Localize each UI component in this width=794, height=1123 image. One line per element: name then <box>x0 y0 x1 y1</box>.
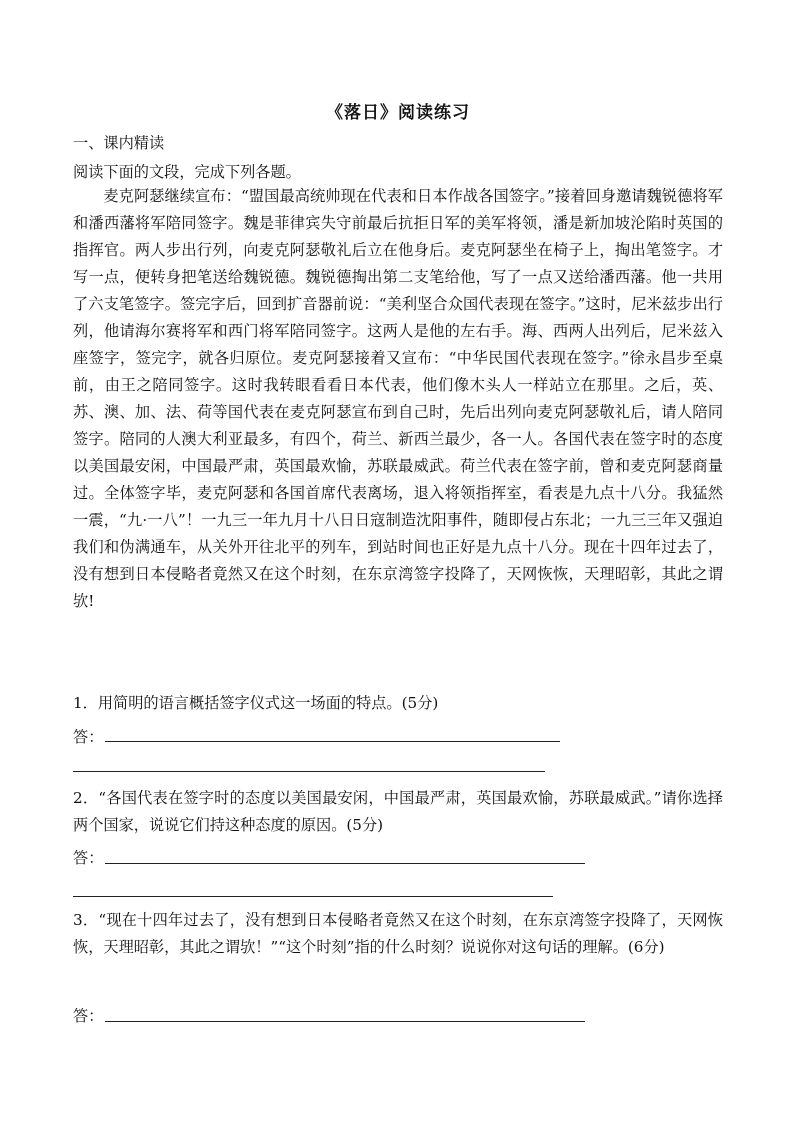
answer-label-3: 答： <box>73 1007 104 1025</box>
answer-line-3a[interactable] <box>105 1021 585 1022</box>
question-1: 1．用简明的语言概括签字仪式这一场面的特点。(5分) <box>73 694 439 712</box>
answer-label-2: 答： <box>73 849 104 867</box>
question-3: 3．“现在十四年过去了，没有想到日本侵略者竟然又在这个时刻，在东京湾签字投降了，天网恢恢，天理昭彰，其此之谓欤！”“这个时刻”指的什么时刻？说说你对这句话的理解。(6分) <box>73 911 723 956</box>
answer-line-1a[interactable] <box>105 741 560 742</box>
document-title: 《落日》阅读练习 <box>326 103 470 123</box>
question-2: 2．“各国代表在签字时的态度以美国最安闲，中国最严肃，英国最欢愉，苏联最威武。”请你选择两个国家，说说它们持这种态度的原因。(5分) <box>73 789 723 834</box>
instruction-text: 阅读下面的文段，完成下列各题。 <box>73 163 301 181</box>
reading-passage: 麦克阿瑟继续宣布：“盟国最高统帅现在代表和日本作战各国签字。”接着回身邀请魏锐德将军和潘西藩将军陪同签字。魏是菲律宾失守前最后抗拒日军的美军将领，潘是新加坡沦陷时英国的指挥官。两人步出行列，向麦克阿瑟敬礼后立在他身后。麦克阿瑟坐在椅子上，掏出笔签字。才写一点，便转身把笔送给魏锐德。魏锐德掏出第二支笔给他，写了一点又送给潘西藩。他一共用了六支笔签字。签完字后，回到扩音器前说：“美利坚合众国代表现在签字。”这时，尼米兹步出行列，他请海尔赛将军和西门将军陪同签字。这两人是他的左右手。海、西两人出列后，尼米兹入座签字，签完字，就各归原位。麦克阿瑟接着又宣布：“中华民国代表现在签字。”徐永昌步至桌前，由王之陪同签字。这时我转眼看看日本代表，他们像木头人一样站立在那里。之后，英、苏、澳、加、法、荷等国代表在麦克阿瑟宣布到自己时，先后出列向麦克阿瑟敬礼后，请人陪同签字。陪同的人澳大利亚最多，有四个，荷兰、新西兰最少，各一人。各国代表在签字时的态度以美国最安闲，中国最严肃，英国最欢愉，苏联最威武。荷兰代表在签字前，曾和麦克阿瑟商量过。全体签字毕，麦克阿瑟和各国首席代表离场，退入将领指挥室，看表是九点十八分。我猛然一震，“九·一八”！一九三一年九月十八日日寇制造沈阳事件，随即侵占东北；一九三三年又强迫我们和伪满通车，从关外开往北平的列车，到站时间也正好是九点十八分。现在十四年过去了，没有想到日本侵略者竟然又在这个时刻，在东京湾签字投降了，天网恢恢，天理昭彰，其此之谓欤! <box>73 187 723 610</box>
section-heading: 一、课内精读 <box>73 134 165 152</box>
answer-label-1: 答： <box>73 728 104 746</box>
answer-line-1b[interactable] <box>73 771 545 772</box>
answer-line-2a[interactable] <box>105 863 585 864</box>
answer-line-2b[interactable] <box>73 896 553 897</box>
